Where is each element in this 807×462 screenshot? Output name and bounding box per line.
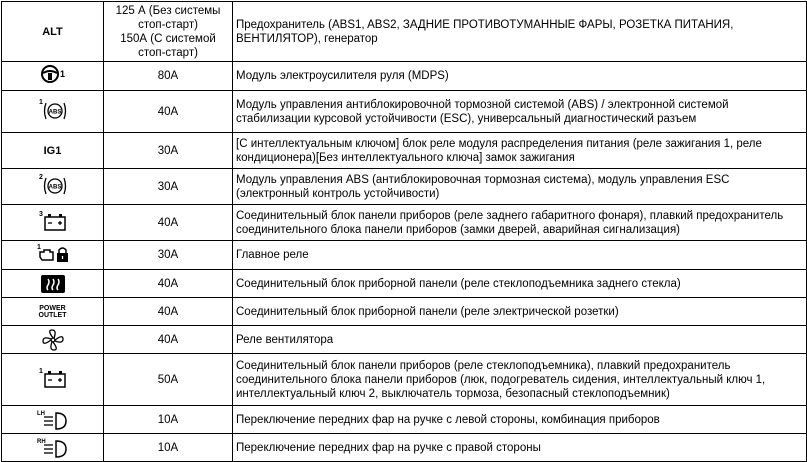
- amperage-cell: [104, 354, 233, 406]
- amperage-cell: [104, 133, 233, 169]
- symbol-index: 3: [38, 210, 43, 218]
- description-text: [С интеллектуальным ключом] блок реле модуля распределения питания (реле зажигания 1, реле кондиционера)[Без интеллектуального ключа] замок зажигания: [236, 137, 762, 164]
- amperage-cell: [104, 169, 233, 205]
- amperage-cell: [104, 2, 233, 62]
- amperage-value: 10A: [157, 441, 179, 454]
- description-cell: [233, 91, 807, 133]
- description-text: Предохранитель (ABS1, ABS2, ЗАДНИЕ ПРОТИВОТУМАННЫЕ ФАРЫ, РОЗЕТКА ПИТАНИЯ, ВЕНТИЛЯТОР), генератор: [236, 18, 734, 45]
- symbol-cell: [2, 169, 104, 205]
- symbol-cell: [2, 91, 104, 133]
- amperage-cell: [104, 406, 233, 434]
- symbol-index: LH: [36, 410, 45, 417]
- table-row: [2, 406, 807, 434]
- table-row: [2, 434, 807, 462]
- alt-label: ALT: [42, 25, 63, 38]
- description-cell: [233, 169, 807, 205]
- table-row: [2, 354, 807, 406]
- description-text: Модуль управления ABS (антиблокировочная тормозная система), модуль управления ESC (электронный контроль устойчивости): [236, 173, 730, 200]
- steering-wheel-icon: [40, 64, 66, 84]
- symbol-cell: [2, 354, 104, 406]
- amperage-value: 30A: [157, 144, 179, 157]
- amperage-value: 40A: [157, 333, 179, 346]
- abs-icon: [38, 97, 68, 123]
- battery-icon: [38, 209, 68, 233]
- table-row: [2, 133, 807, 169]
- description-text: Модуль электроусилителя руля (MDPS): [236, 70, 449, 82]
- symbol-cell: [2, 298, 104, 326]
- description-cell: [233, 434, 807, 462]
- symbol-cell: [2, 133, 104, 169]
- abs-icon: [38, 172, 68, 198]
- amperage-cell: [104, 434, 233, 462]
- symbol-index: 1: [36, 244, 41, 251]
- table-row: [2, 270, 807, 298]
- symbol-cell: [2, 406, 104, 434]
- ig1-label: IG1: [43, 144, 62, 157]
- amperage-value: 30A: [157, 180, 179, 193]
- table-row: [2, 2, 807, 62]
- symbol-cell: [2, 241, 104, 270]
- amperage-value: 40A: [157, 305, 179, 318]
- table-row: [2, 326, 807, 354]
- amperage-value: 40A: [157, 277, 179, 290]
- description-text: Соединительный блок панели приборов (реле стеклоподъемника), плавкий предохранитель соединительного блока панели приборов (люк, подогреватель сидения, интеллектуальный ключ 1, интеллектуальный ключ 2, выключатель тормоза, безопасный стеклоподъемник): [236, 359, 766, 400]
- description-text: Переключение передних фар на ручке с правой стороны: [236, 441, 541, 454]
- description-text: Реле вентилятора: [236, 333, 334, 346]
- amperage-cell: [104, 91, 233, 133]
- description-cell: [233, 62, 807, 91]
- description-text: Соединительный блок приборной панели (реле стеклоподъемника заднего стекла): [236, 277, 681, 290]
- description-text: Переключение передних фар на ручке с левой стороны, комбинация приборов: [236, 413, 660, 426]
- battery-symbol: [38, 366, 68, 390]
- power-outlet-label: POWER OUTLET: [38, 304, 67, 319]
- abs-symbol: [38, 172, 68, 198]
- amperage-value: 125 А (Без системы стоп-старт) 150А (С системой стоп-старт): [115, 4, 221, 59]
- amperage-cell: [104, 326, 233, 354]
- description-text: Соединительный блок приборной панели (реле электрической розетки): [236, 305, 619, 318]
- amperage-cell: [104, 270, 233, 298]
- amperage-value: 40A: [157, 105, 179, 118]
- table-row: [2, 205, 807, 241]
- symbol-cell: [2, 434, 104, 462]
- table-row: [2, 169, 807, 205]
- table-row: [2, 62, 807, 91]
- engine-lock-icon: [36, 242, 70, 264]
- table-row: [2, 298, 807, 326]
- symbol-index: 2: [38, 173, 43, 181]
- amperage-value: 40A: [157, 216, 179, 229]
- fan-icon: [41, 328, 65, 352]
- amperage-cell: [104, 62, 233, 91]
- fuse-table: [1, 1, 807, 462]
- amperage-cell: [104, 241, 233, 270]
- abs-symbol: [38, 97, 68, 123]
- svg-text:ABS: ABS: [48, 109, 61, 115]
- amperage-cell: [104, 298, 233, 326]
- description-cell: [233, 2, 807, 62]
- description-text: Главное реле: [236, 249, 309, 261]
- description-cell: [233, 241, 807, 270]
- description-text: Соединительный блок панели приборов (реле заднего габаритного фонаря), плавкий предохранитель соединительного блока панели приборов (замки дверей, аварийная сигнализация): [236, 209, 784, 236]
- description-cell: [233, 205, 807, 241]
- symbol-cell: [2, 326, 104, 354]
- description-cell: [233, 298, 807, 326]
- steering-symbol: [40, 64, 66, 84]
- engine-lock-symbol: [36, 242, 70, 264]
- amperage-value: 50A: [157, 373, 179, 386]
- table-row: [2, 91, 807, 133]
- symbol-index: 1: [59, 69, 65, 79]
- battery-symbol: [38, 209, 68, 233]
- symbol-index: 1: [38, 98, 43, 106]
- description-cell: [233, 354, 807, 406]
- description-cell: [233, 270, 807, 298]
- amperage-cell: [104, 205, 233, 241]
- symbol-cell: [2, 205, 104, 241]
- symbol-index: 1: [38, 367, 43, 375]
- headlamp-icon: [36, 408, 70, 432]
- symbol-cell: [2, 2, 104, 62]
- battery-icon: [38, 366, 68, 390]
- rear-defrost-icon: [38, 273, 68, 295]
- symbol-index: RH: [36, 438, 46, 445]
- description-cell: [233, 406, 807, 434]
- description-text: Модуль управления антиблокировочной тормозной системой (ABS) / электронной системой стабилизации курсовой устойчивости (ESC), универсальный диагностический разъем: [236, 98, 729, 125]
- table-row: [2, 241, 807, 270]
- amperage-value: 80A: [157, 70, 179, 82]
- symbol-cell: [2, 270, 104, 298]
- amperage-value: 10A: [157, 413, 179, 426]
- description-cell: [233, 133, 807, 169]
- description-cell: [233, 326, 807, 354]
- amperage-value: 30A: [157, 249, 179, 261]
- svg-text:ABS: ABS: [48, 184, 61, 190]
- symbol-cell: [2, 62, 104, 91]
